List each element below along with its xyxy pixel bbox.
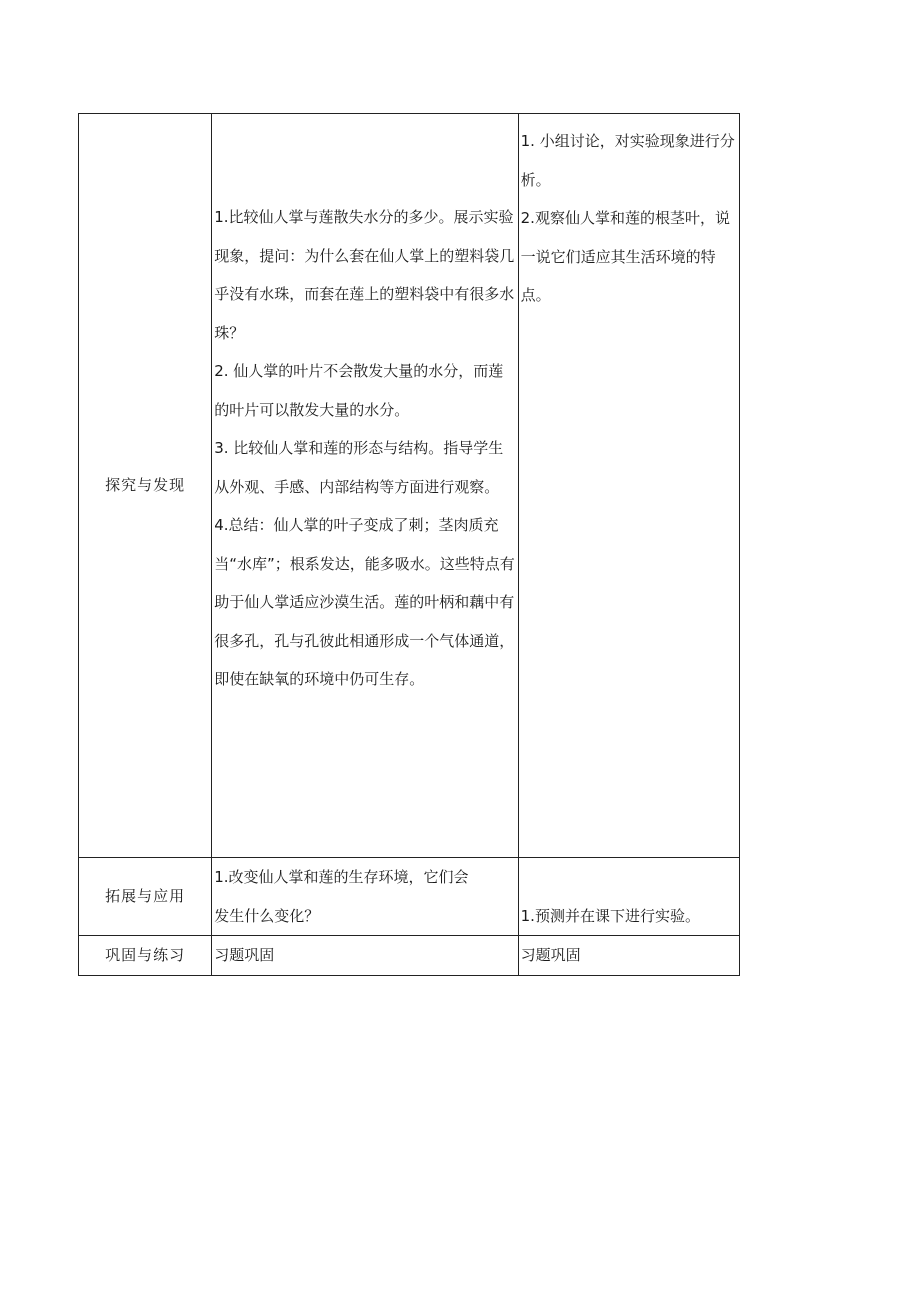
- teacher-step-2: 2. 仙人掌的叶片不会散发大量的水分，而莲的叶片可以散发大量的水分。: [214, 362, 504, 419]
- teacher-activity-practice: 习题巩固: [212, 936, 518, 976]
- student-extend-step-1: 1.预测并在课下进行实验。: [520, 906, 700, 925]
- teacher-activity-extend: [212, 858, 518, 936]
- student-activity-explore: [518, 114, 739, 858]
- student-activity-extend: [518, 858, 739, 936]
- row-label-explore: 探究与发现: [79, 114, 212, 858]
- table-row-explore: [79, 114, 740, 858]
- row-label-practice: 巩固与练习: [79, 936, 212, 976]
- student-step-2: 2.观察仙人掌和莲的根茎叶，说一说它们适应其生活环境的特点。: [520, 209, 730, 304]
- table-row-practice: [79, 936, 740, 976]
- teacher-extend-step-1: 1.改变仙人掌和莲的生存环境，它们会发生什么变化？: [214, 868, 469, 925]
- table-row-extend: [79, 858, 740, 936]
- teacher-step-4: 4.总结：仙人掌的叶子变成了刺；茎肉质充当“水库”；根系发达，能多吸水。这些特点有助于仙人掌适应沙漠生活。莲的叶柄和藕中有很多孔，孔与孔彼此相通形成一个气体通道，即使在缺氧的环境中仍可生存。: [214, 516, 515, 688]
- student-step-1: 1. 小组讨论，对实验现象进行分析。: [520, 132, 735, 189]
- teacher-activity-explore: [212, 114, 518, 858]
- teacher-step-3: 3. 比较仙人掌和莲的形态与结构。指导学生从外观、手感、内部结构等方面进行观察。: [214, 439, 504, 496]
- student-activity-practice: 习题巩固: [518, 936, 739, 976]
- teacher-step-1: 1.比较仙人掌与莲散失水分的多少。展示实验现象，提问：为什么套在仙人掌上的塑料袋几乎没有水珠，而套在莲上的塑料袋中有很多水珠？: [214, 208, 515, 342]
- row-label-extend: 拓展与应用: [79, 858, 212, 936]
- lesson-plan-table: [78, 113, 740, 976]
